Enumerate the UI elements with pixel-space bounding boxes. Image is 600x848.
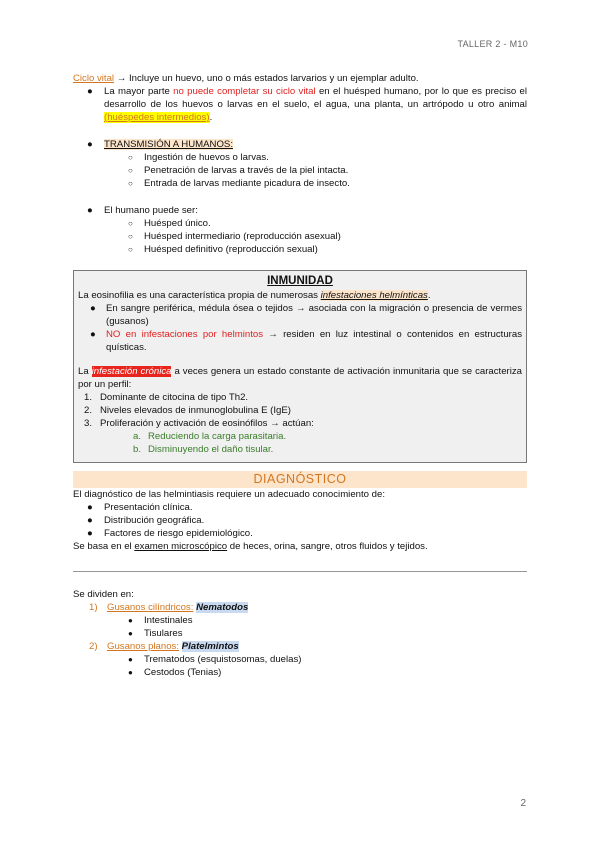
inmunidad-bullet-1: ● En sangre periférica, médula ósea o tejidos → asociada con la migración o presencia de vermes (gusanos) bbox=[90, 303, 522, 327]
circle-bullet-icon: ○ bbox=[128, 245, 133, 254]
bullet-icon: ● bbox=[87, 528, 93, 539]
diagnostico-intro: El diagnóstico de las helmintiasis requiere un adecuado conocimiento de: bbox=[73, 489, 385, 500]
ciclo-vital-term: Ciclo vital bbox=[73, 73, 115, 84]
numbered-item: 3. Proliferación y activación de eosinófilos → actúan: bbox=[84, 418, 314, 429]
bullet-icon: ● bbox=[128, 629, 133, 638]
circle-bullet-icon: ○ bbox=[128, 153, 133, 162]
list-item: ○ Huésped intermediario (reproducción asexual) bbox=[128, 231, 341, 242]
ciclo-vital-definition: Ciclo vital → Incluye un huevo, uno o más estados larvarios y un ejemplar adulto. bbox=[73, 73, 419, 84]
circle-bullet-icon: ○ bbox=[128, 219, 133, 228]
inmunidad-bullet-2: ● NO en infestaciones por helmintos → residen en luz intestinal o contenidos en estructuras quísticas. bbox=[90, 329, 522, 353]
group-heading: 1) Gusanos cilíndricos: Nematodos bbox=[89, 602, 249, 613]
list-item: ● Distribución geográfica. bbox=[87, 515, 205, 526]
bullet-icon: ● bbox=[128, 616, 133, 625]
cronica-paragraph: La infestación crónica a veces genera un estado constante de activación inmunitaria que se caracteriza por un perfil: bbox=[78, 366, 523, 390]
lettered-item: b. Disminuyendo el daño tisular. bbox=[133, 444, 274, 455]
diagnostico-basa: Se basa en el examen microscópico de heces, orina, sangre, otros fluidos y tejidos. bbox=[73, 541, 428, 552]
list-item: ○ Huésped definitivo (reproducción sexual) bbox=[128, 244, 318, 255]
numbered-item: 2. Niveles elevados de inmunoglobulina E (IgE) bbox=[84, 405, 291, 416]
humano-heading: ● El humano puede ser: bbox=[87, 205, 198, 216]
diagnostico-title: DIAGNÓSTICO bbox=[73, 471, 527, 488]
list-item: ○ Entrada de larvas mediante picadura de insecto. bbox=[128, 178, 350, 189]
list-item: ○ Huésped único. bbox=[128, 218, 211, 229]
list-item: ● Intestinales bbox=[128, 615, 193, 626]
bullet-icon: ● bbox=[128, 668, 133, 677]
page-number: 2 bbox=[520, 798, 526, 809]
document-body bbox=[73, 72, 527, 679]
list-item: ○ Penetración de larvas a través de la piel intacta. bbox=[128, 165, 349, 176]
bullet-icon: ● bbox=[90, 303, 96, 314]
list-item: ● Tisulares bbox=[128, 628, 183, 639]
bullet-icon: ● bbox=[87, 139, 93, 150]
list-item: ● Factores de riesgo epidemiológico. bbox=[87, 528, 253, 539]
bullet-icon: ● bbox=[90, 329, 96, 340]
inmunidad-box bbox=[73, 270, 527, 463]
list-item: ● Presentación clínica. bbox=[87, 502, 193, 513]
circle-bullet-icon: ○ bbox=[128, 179, 133, 188]
circle-bullet-icon: ○ bbox=[128, 166, 133, 175]
bullet-icon: ● bbox=[87, 515, 93, 526]
ciclo-bullet: ● La mayor parte no puede completar su ciclo vital en el huésped humano, por lo que es preciso el desarrollo de los huevos o larvas en el suelo, el agua, una planta, un artrópodo u otro animal (huéspedes intermedios). bbox=[87, 86, 527, 123]
group-heading: 2) Gusanos planos: Platelmintos bbox=[89, 641, 239, 652]
list-item: ○ Ingestión de huevos o larvas. bbox=[128, 152, 269, 163]
bullet-icon: ● bbox=[87, 502, 93, 513]
transmision-heading: ● TRANSMISIÓN A HUMANOS: bbox=[87, 139, 233, 150]
bullet-icon: ● bbox=[87, 86, 93, 97]
inmunidad-intro: La eosinofilia es una característica propia de numerosas infestaciones helmínticas. bbox=[78, 290, 431, 301]
division-intro: Se dividen en: bbox=[73, 589, 134, 600]
page-header: TALLER 2 - M10 bbox=[457, 39, 528, 49]
bullet-icon: ● bbox=[87, 205, 93, 216]
numbered-item: 1. Dominante de citocina de tipo Th2. bbox=[84, 392, 249, 403]
list-item: ● Cestodos (Tenias) bbox=[128, 667, 222, 678]
circle-bullet-icon: ○ bbox=[128, 232, 133, 241]
bullet-icon: ● bbox=[128, 655, 133, 664]
lettered-item: a. Reduciendo la carga parasitaria. bbox=[133, 431, 287, 442]
list-item: ● Trematodos (esquistosomas, duelas) bbox=[128, 654, 302, 665]
inmunidad-title: INMUNIDAD bbox=[267, 275, 333, 287]
